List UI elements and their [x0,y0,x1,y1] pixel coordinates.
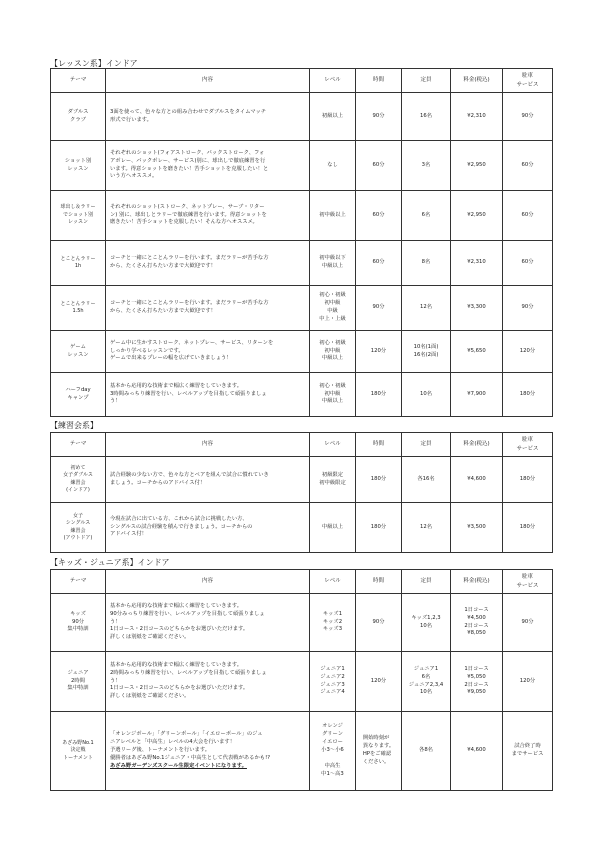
time-cell: 60分 [356,241,402,286]
description-cell: それぞれのショット(ストローク、ネットプレー、サーブ・リター ン) 別に、球出しとラリーで徹底練習を行います。得意ショットを 磨きたい！苦手ショットを克服したい！そんな方へオススメ。 [106,191,310,241]
level-cell: 中級以上 [310,503,356,553]
table-row [51,457,553,503]
header-capacity: 定員 [402,570,451,594]
time-cell: 180分 [356,373,402,417]
description-cell: 基本から応用的な技術まで幅広く練習をしていきます。 90分みっちり練習を行い、レベルアップを目指して頑張りましょ う！ 1日コース・2日コースのどちらかをお選びいただけます。 詳しくは別紙をご確認ください。 [106,594,310,652]
description-emphasis: あざみ野ガーデンズスクール生限定イベントになります。 [110,762,247,769]
level-cell: 初中級以上 [310,191,356,241]
parking-cell: 180分 [503,373,553,417]
level-cell: 初級限定 初中級限定 [310,457,356,503]
fee-cell: ¥3,300 [451,286,503,331]
header-time: 時間 [356,433,402,457]
description-cell [106,712,310,791]
header-fee: 料金(税込) [451,433,503,457]
header-level: レベル [310,570,356,594]
time-note: 開始時刻が 異なります。 HPをご確認 ください。 [362,735,395,765]
description-text: 「オレンジボール」「グリーンボール」「イエローボール」のジュ ニアレベルと「中高生」レベルの4大会を行います！ 予選リーグ後、トーナメントを行います。 優勝者はあざみ野No.1ジュニア・中高生として代表戦があるかも!? [110,731,271,761]
parking-cell: 60分 [503,191,553,241]
header-fee: 料金(税込) [451,570,503,594]
header-content: 内容 [106,69,310,93]
header-capacity: 定員 [402,69,451,93]
level-cell: なし [310,141,356,191]
time-cell: 60分 [356,191,402,241]
theme-cell: ゲーム レッスン [51,331,106,373]
description-cell: ゲーム中に生かすストローク、ネットプレー、サービス、リターンを しっかり学べるレッスンです。 ゲームで出来るプレーの幅を広げていきましょう！ [106,331,310,373]
theme-cell: ジュニア 2時間 集中特訓 [51,652,106,712]
capacity-cell: 12名 [402,503,451,553]
practice-header-row [51,433,553,457]
table-row [51,373,553,417]
level-cell: オレンジ グリーン イエロー 小3～小6 中高生 中1～高3 [310,712,356,791]
level-cell: 初級以上 [310,93,356,141]
table-row [51,503,553,553]
parking-cell: 120分 [503,652,553,712]
fee-cell: ¥2,310 [451,93,503,141]
description-cell: 基本から応用的な技術まで幅広く練習をしていきます。 3時間みっちり練習を行い、レベルアップを目指して頑張りましょ う！ [106,373,310,417]
table-row [51,93,553,141]
level-cell: 初心・初級 初中級 中級以上 [310,331,356,373]
capacity-cell: ジュニア1 6名 ジュニア2,3,4 10名 [402,652,451,712]
capacity-cell: 3名 [402,141,451,191]
kids-header-row [51,570,553,594]
table-row [51,286,553,331]
header-level: レベル [310,433,356,457]
theme-cell: ショット別 レッスン [51,141,106,191]
fee-cell: ¥2,310 [451,241,503,286]
lesson-header-row [51,69,553,93]
lesson-section-title: 【レッスン系】インドア [50,59,138,68]
parking-cell: 試合終了時 までサービス [503,712,553,791]
level-cell: 初中級以下 中級以上 [310,241,356,286]
time-cell [356,712,402,791]
header-theme: テーマ [51,69,106,93]
level-cell: 初心・初級 初中級 中級 中上・上級 [310,286,356,331]
theme-cell: とことんラリー 1h [51,241,106,286]
parking-cell: 90分 [503,93,553,141]
parking-cell: 60分 [503,241,553,286]
table-row [51,241,553,286]
fee-cell: 1日コース ¥4,500 2日コース ¥8,050 [451,594,503,652]
fee-cell: 1日コース ¥5,050 2日コース ¥9,050 [451,652,503,712]
kids-table [50,569,553,791]
parking-cell: 60分 [503,141,553,191]
time-cell: 90分 [356,594,402,652]
header-time: 時間 [356,69,402,93]
theme-cell: キッズ 90分 集中特訓 [51,594,106,652]
parking-cell: 120分 [503,331,553,373]
fee-cell: ¥2,950 [451,141,503,191]
theme-cell: ダブルス クラブ [51,93,106,141]
lesson-table [50,68,553,417]
capacity-cell: 10名(1面) 16名(2面) [402,331,451,373]
parking-cell: 180分 [503,457,553,503]
time-cell: 120分 [356,331,402,373]
table-row [51,191,553,241]
header-theme: テーマ [51,570,106,594]
description-cell: 3面を使って、色々な方との組み合わせでダブルスをタイムマッチ 形式で行います。 [106,93,310,141]
description-cell: 基本から応用的な技術まで幅広く練習をしていきます。 2時間みっちり練習を行い、レベルアップを目指して頑張りましょ う！ 1日コース・2日コースのどちらかをお選びいただけます。 詳しくは別紙をご確認ください。 [106,652,310,712]
table-row [51,594,553,652]
parking-cell: 90分 [503,594,553,652]
theme-cell: あざみ野No.1 決定戦 トーナメント [51,712,106,791]
parking-cell: 180分 [503,503,553,553]
fee-cell: ¥2,950 [451,191,503,241]
fee-cell: ¥7,900 [451,373,503,417]
header-parking: 駐車 サービス [503,69,553,93]
description-cell: 試合経験の少ない方で、色々な方とペアを組んで試合に慣れていき ましょう。コーチからのアドバイス付！ [106,457,310,503]
time-cell: 180分 [356,457,402,503]
parking-cell: 90分 [503,286,553,331]
capacity-cell: 各16名 [402,457,451,503]
time-cell: 60分 [356,141,402,191]
description-cell: コーチと一緒にとことんラリーを行います。まだラリーが苦手な方 から、たくさん打ちたい方まで大歓迎です！ [106,241,310,286]
kids-section-title: 【キッズ・ジュニア系】インドア [50,558,170,567]
capacity-cell: 16名 [402,93,451,141]
level-cell: ジュニア1 ジュニア2 ジュニア3 ジュニア4 [310,652,356,712]
table-row [51,331,553,373]
theme-cell: 球出し＆ラリー でショット別 レッスン [51,191,106,241]
header-content: 内容 [106,570,310,594]
capacity-cell: 8名 [402,241,451,286]
description-cell: 今現在試合に出ている方、これから試合に挑戦したい方、 シングルスの試合経験を積んで行きましょう。コーチからの アドバイス付！ [106,503,310,553]
header-time: 時間 [356,570,402,594]
theme-cell: 女子 シングルス 練習会 (アウトドア) [51,503,106,553]
practice-section-title: 【練習会系】 [50,421,98,430]
capacity-cell: 各8名 [402,712,451,791]
capacity-cell: キッズ1,2,3 10名 [402,594,451,652]
theme-cell: とことんラリー 1.5h [51,286,106,331]
description-cell: それぞれのショット(フォアストローク、バックストローク、フォ アボレー、バックボレー、サービス)別に、球出しで徹底練習を行 います。得意ショットを磨きたい！苦手ショットを克服したい！と いう方へオススメ。 [106,141,310,191]
theme-cell: ハーフday キャンプ [51,373,106,417]
table-row [51,712,553,791]
practice-table [50,432,553,553]
header-parking: 駐車 サービス [503,570,553,594]
header-capacity: 定員 [402,433,451,457]
table-row [51,141,553,191]
table-row [51,652,553,712]
fee-cell: ¥5,650 [451,331,503,373]
header-level: レベル [310,69,356,93]
capacity-cell: 10名 [402,373,451,417]
capacity-cell: 12名 [402,286,451,331]
header-fee: 料金(税込) [451,69,503,93]
fee-cell: ¥3,500 [451,503,503,553]
header-content: 内容 [106,433,310,457]
time-cell: 90分 [356,286,402,331]
fee-cell: ¥4,600 [451,457,503,503]
theme-cell: 初めて 女子ダブルス 練習会 (インドア) [51,457,106,503]
description-cell: コーチと一緒にとことんラリーを行います。まだラリーが苦手な方 から、たくさん打ちたい方まで大歓迎です！ [106,286,310,331]
header-parking: 駐車 サービス [503,433,553,457]
time-cell: 120分 [356,652,402,712]
header-theme: テーマ [51,433,106,457]
fee-cell: ¥4,600 [451,712,503,791]
level-cell: キッズ1 キッズ2 キッズ3 [310,594,356,652]
level-cell: 初心・初級 初中級 中級以上 [310,373,356,417]
time-cell: 180分 [356,503,402,553]
time-cell: 90分 [356,93,402,141]
capacity-cell: 6名 [402,191,451,241]
